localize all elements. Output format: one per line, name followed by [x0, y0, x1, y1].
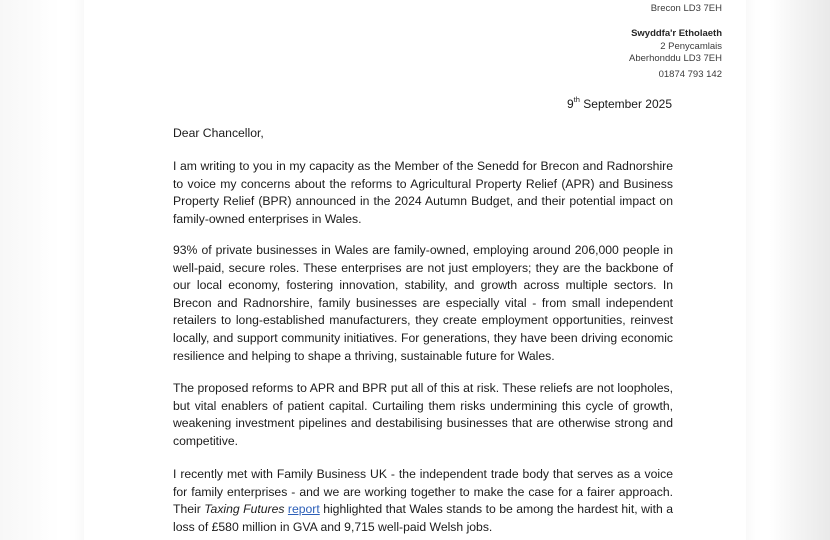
date-suffix: th [573, 95, 580, 104]
taxing-futures-title: Taxing Futures [204, 502, 285, 517]
report-link[interactable]: report [287, 502, 320, 517]
date-day: 9 [566, 97, 574, 111]
salutation: Dear Chancellor, [173, 126, 264, 140]
phone-number: 01874 793 142 [658, 69, 722, 80]
letter-date [567, 97, 672, 111]
paragraph-2-text: 93% of private businesses in Wales are family-owned, employing around 206,000 people in well-paid, secure roles. These enterprises are not just employers; they are the backbone of our local economy, fostering innovation, stability, and growth across multiple sectors. In Brecon and Radnorshire, family businesses are especially vital - from small independent retailers to long-established manufacturers, they create employment opportunities, reinvest locally, and support community initiatives. For generations, they have been driving economic resilience and helping to shape a thriving, sustainable future for Wales. [173, 243, 673, 363]
paragraph-4-part1: I recently met with Family Business UK - the independent trade body that serves as a voice for family enterprises - and we are working together to make the case for a fairer approach. Their [173, 467, 673, 517]
letter-page [84, 0, 746, 540]
english-address-line3: Brecon LD3 7EH [650, 2, 722, 14]
paragraph-1 [173, 158, 673, 228]
paragraph-1-text: I am writing to you in my capacity as the Member of the Senedd for Brecon and Radnorshire to voice my concerns about the reforms to Agricultural Property Relief (APR) and Business Property Relief (BPR) announced in the 2024 Autumn Budget, and their potential impact on family-owned enterprises in Wales. [173, 159, 673, 226]
paragraph-2 [173, 242, 673, 365]
welsh-address [629, 28, 722, 66]
paragraph-3-text: The proposed reforms to APR and BPR put all of this at risk. These reliefs are not loopholes, but vital enablers of patient capital. Curtailing them risks undermining this cycle of growth, weakening investment pipelines and destabilising businesses that are otherwise strong and competitive. [173, 381, 673, 448]
welsh-address-line2: Aberhonddu LD3 7EH [629, 53, 722, 64]
paragraph-4-text [173, 466, 673, 536]
english-address [651, 0, 722, 15]
date-month-year: September 2025 [579, 97, 672, 111]
paragraph-3 [173, 380, 673, 450]
paragraph-4-part2: highlighted that Wales stands to be among the hardest hit, with a loss of £580 million in GVA and 9,715 well-paid Welsh jobs. [173, 502, 673, 534]
welsh-office-title: Swyddfa'r Etholaeth [631, 28, 722, 39]
welsh-address-line1: 2 Penycamlais [660, 40, 722, 52]
paragraph-4 [173, 466, 673, 536]
